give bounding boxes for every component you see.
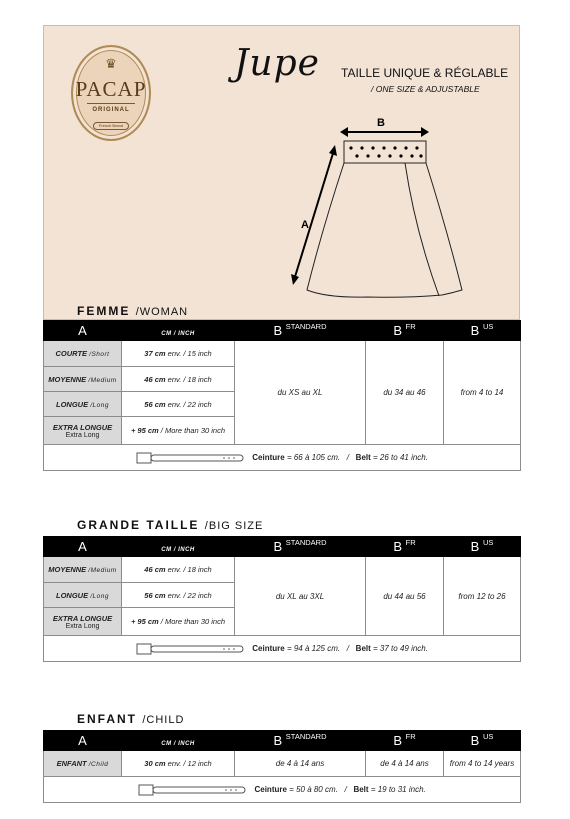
diagram-shape — [137, 453, 151, 463]
section-title-enfant: ENFANT /CHILD — [77, 712, 185, 726]
diagram-shape — [291, 274, 299, 285]
enfant-size-table — [43, 730, 521, 803]
table-header-row — [44, 731, 521, 751]
fr-range: du 44 au 56 — [366, 557, 444, 636]
standard-range: de 4 à 14 ans — [235, 751, 366, 777]
page-subtitle: / ONE SIZE & ADJUSTABLE — [371, 84, 480, 94]
fr-range: de 4 à 14 ans — [366, 751, 444, 777]
diagram-shape — [415, 146, 418, 149]
diagram-shape — [419, 154, 422, 157]
diagram-shape — [344, 141, 426, 163]
col-a: A — [44, 321, 122, 341]
table-cell: Ceinture = 50 à 80 cm. / Belt = 19 to 31 inch. — [44, 777, 521, 803]
diagram-shape — [228, 648, 230, 650]
col-b-standard: B $^{STANDARD}$ — [235, 321, 366, 341]
crown-icon: ♛ — [105, 56, 117, 71]
table-header-row — [44, 537, 521, 557]
diagram-shape — [223, 457, 225, 459]
grande-size-table — [43, 536, 521, 662]
diagram-shape — [371, 146, 374, 149]
brand-logo: ♛ PACAP ORIGINAL French Brand — [71, 45, 151, 141]
femme-size-table — [43, 320, 521, 471]
diagram-shape — [340, 127, 348, 137]
diagram-shape — [329, 145, 337, 156]
diagram-shape — [382, 146, 385, 149]
label-b: B — [377, 117, 385, 129]
table-cell: Ceinture = 66 à 105 cm. / Belt = 26 to 41 inch. — [44, 445, 521, 471]
standard-range: du XL au 3XL — [235, 557, 366, 636]
diagram-shape — [404, 146, 407, 149]
label-a: A — [301, 219, 309, 231]
table-cell: ENFANT /Child — [44, 751, 122, 777]
belt-row — [44, 777, 521, 803]
table-header-cell: A — [44, 731, 122, 751]
diagram-shape — [393, 146, 396, 149]
standard-range: du XS au XL — [235, 341, 366, 445]
belt-icon — [136, 643, 244, 655]
table-header-cell: A — [44, 537, 122, 557]
diagram-shape — [228, 457, 230, 459]
table-cell: 46 cm env. / 18 inch — [122, 557, 235, 583]
diagram-shape — [230, 789, 232, 791]
diagram-shape — [377, 154, 380, 157]
diagram-shape — [360, 146, 363, 149]
skirt-diagram — [287, 110, 477, 305]
diagram-shape — [410, 154, 413, 157]
diagram-shape — [388, 154, 391, 157]
table-cell: LONGUE /Long — [44, 583, 122, 608]
table-cell: MOYENNE /Medium — [44, 367, 122, 392]
table-cell: LONGUE /Long — [44, 392, 122, 417]
table-header-cell: B $^{FR}$ — [366, 731, 444, 751]
section-title-grande: GRANDE TAILLE /BIG SIZE — [77, 518, 264, 532]
page-title: TAILLE UNIQUE & RÉGLABLE — [341, 66, 509, 80]
col-b-fr: B $^{FR}$ — [366, 321, 444, 341]
table-cell: EXTRA LONGUE Extra Long — [44, 608, 122, 636]
diagram-shape — [366, 154, 369, 157]
table-header-cell: B $^{FR}$ — [366, 537, 444, 557]
belt-row — [44, 445, 521, 471]
table-cell: 30 cm env. / 12 inch — [122, 751, 235, 777]
col-b-us: B $^{US}$ — [444, 321, 521, 341]
diagram-shape — [139, 785, 153, 795]
table-cell: Ceinture = 94 à 125 cm. / Belt = 37 to 49 inch. — [44, 636, 521, 662]
us-range: from 12 to 26 — [444, 557, 521, 636]
table-cell: 37 cm env. / 15 inch — [122, 341, 235, 367]
table-cell: EXTRA LONGUE Extra Long — [44, 417, 122, 445]
col-cm-inch: CM / INCH — [161, 331, 195, 337]
section-title-femme: FEMME /WOMAN — [77, 304, 189, 318]
us-range: from 4 to 14 years — [444, 751, 521, 777]
diagram-shape — [307, 163, 462, 297]
belt-row — [44, 636, 521, 662]
diagram-shape — [349, 146, 352, 149]
diagram-shape — [355, 154, 358, 157]
diagram-shape — [233, 648, 235, 650]
table-cell: MOYENNE /Medium — [44, 557, 122, 583]
table-cell: + 95 cm / More than 30 inch — [122, 417, 235, 445]
table-cell: + 95 cm / More than 30 inch — [122, 608, 235, 636]
table-cell: 46 cm env. / 18 inch — [122, 367, 235, 392]
table-cell: 56 cm env. / 22 inch — [122, 392, 235, 417]
table-header-cell: CM / INCH — [122, 537, 235, 557]
hero-panel — [43, 25, 520, 320]
diagram-shape — [137, 644, 151, 654]
fr-range: du 34 au 46 — [366, 341, 444, 445]
table-header-cell — [122, 321, 235, 341]
table-header-cell: B $^{US}$ — [444, 537, 521, 557]
table-header-row — [44, 321, 521, 341]
diagram-shape — [233, 457, 235, 459]
table-cell: 56 cm env. / 22 inch — [122, 583, 235, 608]
belt-icon — [136, 452, 244, 464]
diagram-shape — [399, 154, 402, 157]
table-header-cell: B $^{STANDARD}$ — [235, 537, 366, 557]
diagram-shape — [225, 789, 227, 791]
belt-icon — [138, 784, 246, 796]
us-range: from 4 to 14 — [444, 341, 521, 445]
diagram-shape — [421, 127, 429, 137]
table-cell: COURTE /Short — [44, 341, 122, 367]
script-title: Jupe — [234, 43, 320, 84]
table-row — [44, 751, 521, 777]
diagram-shape — [235, 789, 237, 791]
table-header-cell: B $^{STANDARD}$ — [235, 731, 366, 751]
table-row — [44, 557, 521, 583]
table-header-cell: CM / INCH — [122, 731, 235, 751]
table-row — [44, 341, 521, 367]
diagram-shape — [223, 648, 225, 650]
table-header-cell: B $^{US}$ — [444, 731, 521, 751]
